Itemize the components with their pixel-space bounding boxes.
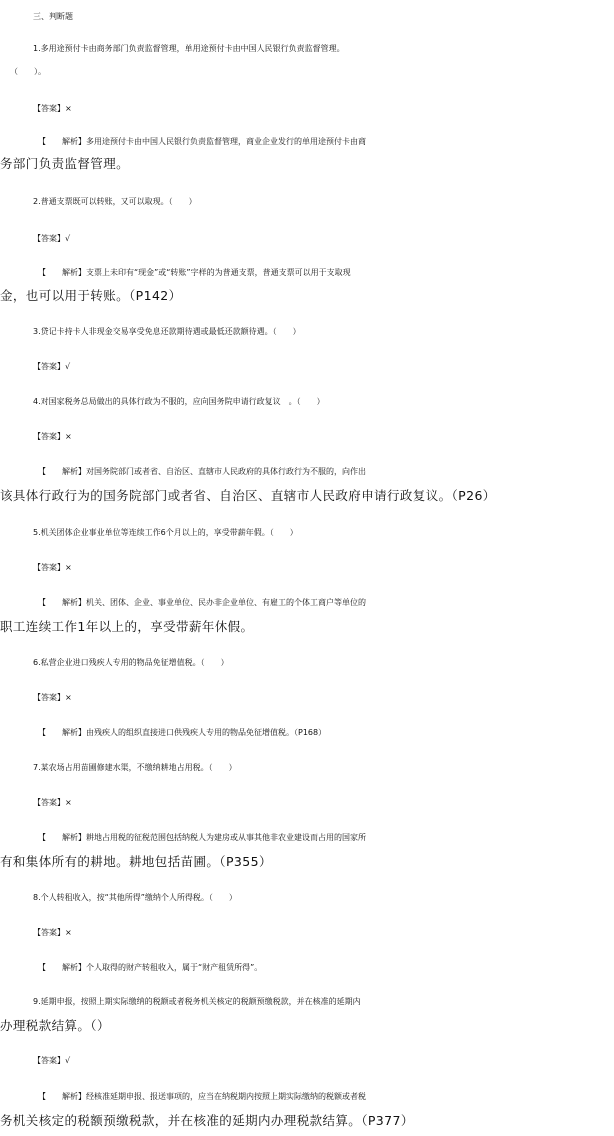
explanation-label: 【 解析】 <box>38 1092 86 1101</box>
explanation-1: 【 解析】多用途预付卡由中国人民银行负责监督管理，商业企业发行的单用途预付卡由商 <box>38 137 366 146</box>
explanation-5-cont: 职工连续工作1年以上的，享受带薪年休假。 <box>0 619 254 634</box>
question-9: 9.延期申报，按照上期实际缴纳的税额或者税务机关核定的税额预缴税款，并在核准的延期内 <box>33 997 361 1006</box>
explanation-7: 【 解析】耕地占用税的征税范围包括纳税人为建房或从事其他非农业建设而占用的国家所 <box>38 833 366 842</box>
section-title: 三、判断题 <box>33 12 73 21</box>
question-7: 7.某农场占用苗圃修建水渠，不缴纳耕地占用税。（ ） <box>33 763 237 772</box>
explanation-label: 【 解析】 <box>38 467 86 476</box>
explanation-label: 【 解析】 <box>38 598 86 607</box>
explanation-2-cont: 金，也可以用于转账。（P142） <box>0 288 182 303</box>
explanation-7-cont: 有和集体所有的耕地。耕地包括苗圃。（P355） <box>0 854 272 869</box>
answer-5: 【答案】× <box>33 563 72 572</box>
question-4: 4.对国家税务总局做出的具体行政为不服的，应向国务院申请行政复议 。（ ） <box>33 397 325 406</box>
question-2: 2.普通支票既可以转账，又可以取现。（ ） <box>33 197 197 206</box>
question-9-cont: 办理税款结算。（） <box>0 1018 110 1033</box>
explanation-label: 【 解析】 <box>38 137 86 146</box>
explanation-6: 【 解析】由残疾人的组织直接进口供残疾人专用的物品免征增值税。（P168） <box>38 728 327 737</box>
question-5: 5.机关团体企业事业单位等连续工作6个月以上的，享受带薪年假。（ ） <box>33 528 298 537</box>
explanation-label: 【 解析】 <box>38 963 86 972</box>
answer-9: 【答案】√ <box>33 1056 71 1065</box>
explanation-label: 【 解析】 <box>38 728 86 737</box>
explanation-5: 【 解析】机关、团体、企业、事业单位、民办非企业单位、有雇工的个体工商户等单位的 <box>38 598 366 607</box>
question-3: 3.贷记卡持卡人非现金交易享受免息还款期待遇或最低还款额待遇。（ ） <box>33 327 301 336</box>
answer-2: 【答案】√ <box>33 234 71 243</box>
question-6: 6.私营企业进口残疾人专用的物品免征增值税。（ ） <box>33 658 229 667</box>
question-1-cont: （ ）。 <box>10 67 46 76</box>
explanation-1-cont: 务部门负责监督管理。 <box>0 156 130 171</box>
answer-7: 【答案】× <box>33 798 72 807</box>
answer-1: 【答案】× <box>33 104 72 113</box>
answer-4: 【答案】× <box>33 432 72 441</box>
explanation-9: 【 解析】经核准延期申报、报送事项的，应当在纳税期内按照上期实际缴纳的税额或者税 <box>38 1092 366 1101</box>
answer-3: 【答案】√ <box>33 362 71 371</box>
answer-8: 【答案】× <box>33 928 72 937</box>
explanation-4: 【 解析】对国务院部门或者省、自治区、直辖市人民政府的具体行政行为不服的，向作出 <box>38 467 366 476</box>
explanation-label: 【 解析】 <box>38 833 86 842</box>
explanation-label: 【 解析】 <box>38 268 86 277</box>
explanation-2: 【 解析】支票上未印有“现金”或“转账”字样的为普通支票，普通支票可以用于支取现 <box>38 268 351 277</box>
answer-6: 【答案】× <box>33 693 72 702</box>
question-8: 8.个人转租收入，按“其他所得”缴纳个人所得税。（ ） <box>33 893 237 902</box>
explanation-9-cont: 务机关核定的税额预缴税款，并在核准的延期内办理税款结算。（P377） <box>0 1113 414 1128</box>
explanation-4-cont: 该具体行政行为的国务院部门或者省、自治区、直辖市人民政府申请行政复议。（P26） <box>0 488 496 503</box>
question-1: 1.多用途预付卡由商务部门负责监督管理，单用途预付卡由中国人民银行负责监督管理。 <box>33 44 345 53</box>
explanation-8: 【 解析】个人取得的财产转租收入，属于“财产租赁所得”。 <box>38 963 263 972</box>
